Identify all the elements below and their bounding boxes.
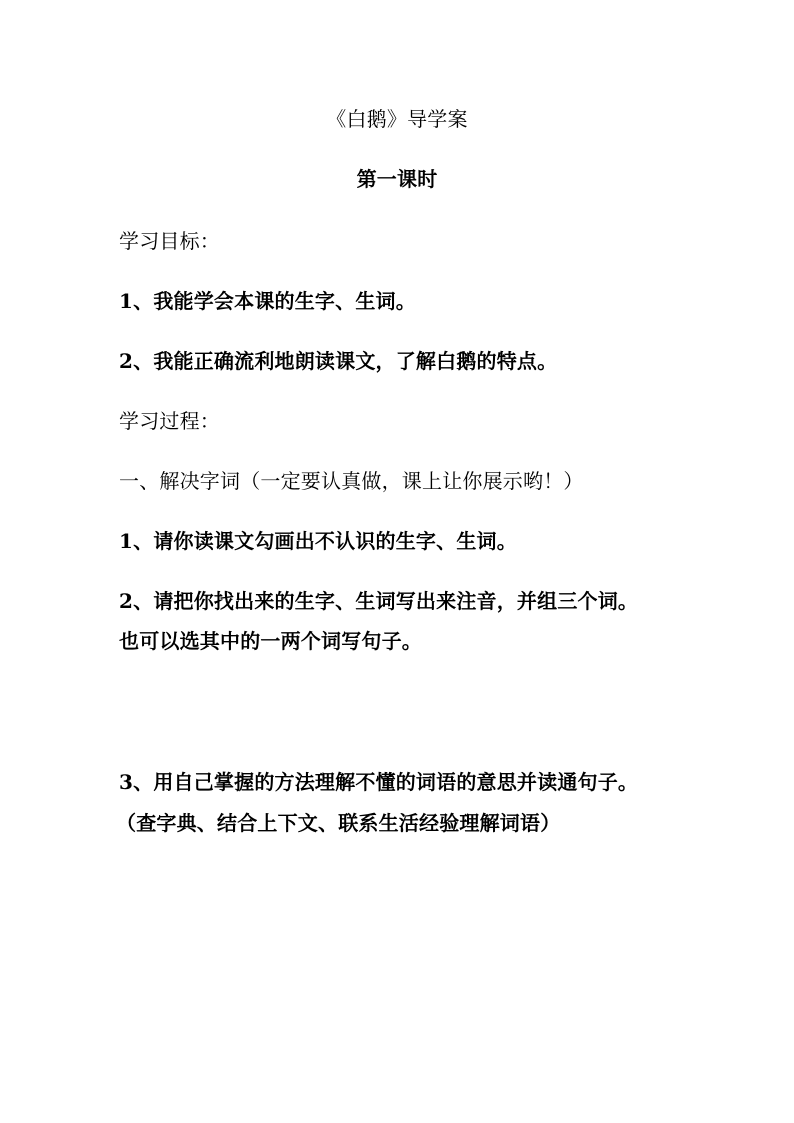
process-step-2: 2、请把你找出来的生字、生词写出来注音，并组三个词。 bbox=[119, 589, 639, 613]
learning-goals-heading: 学习目标： bbox=[119, 229, 220, 253]
learning-process-heading: 学习过程： bbox=[119, 409, 220, 433]
process-step-3: 3、用自己掌握的方法理解不懂的词语的意思并读通句子。 bbox=[119, 770, 639, 794]
learning-goal-item-1: 1、我能学会本课的生字、生词。 bbox=[119, 289, 416, 313]
learning-goal-item-2: 2、我能正确流利地朗读课文，了解白鹅的特点。 bbox=[119, 349, 558, 373]
process-step-1: 1、请你读课文勾画出不认识的生字、生词。 bbox=[119, 529, 517, 553]
section-1-title: 一、解决字词（一定要认真做，课上让你展示哟！） bbox=[119, 469, 584, 493]
lesson-period-subtitle: 第一课时 bbox=[356, 167, 438, 191]
process-step-2-continuation: 也可以选其中的一两个词写句子。 bbox=[119, 629, 422, 653]
process-step-3-note: （查字典、结合上下文、联系生活经验理解词语） bbox=[116, 811, 561, 835]
document-title: 《白鹅》导学案 bbox=[326, 107, 468, 131]
